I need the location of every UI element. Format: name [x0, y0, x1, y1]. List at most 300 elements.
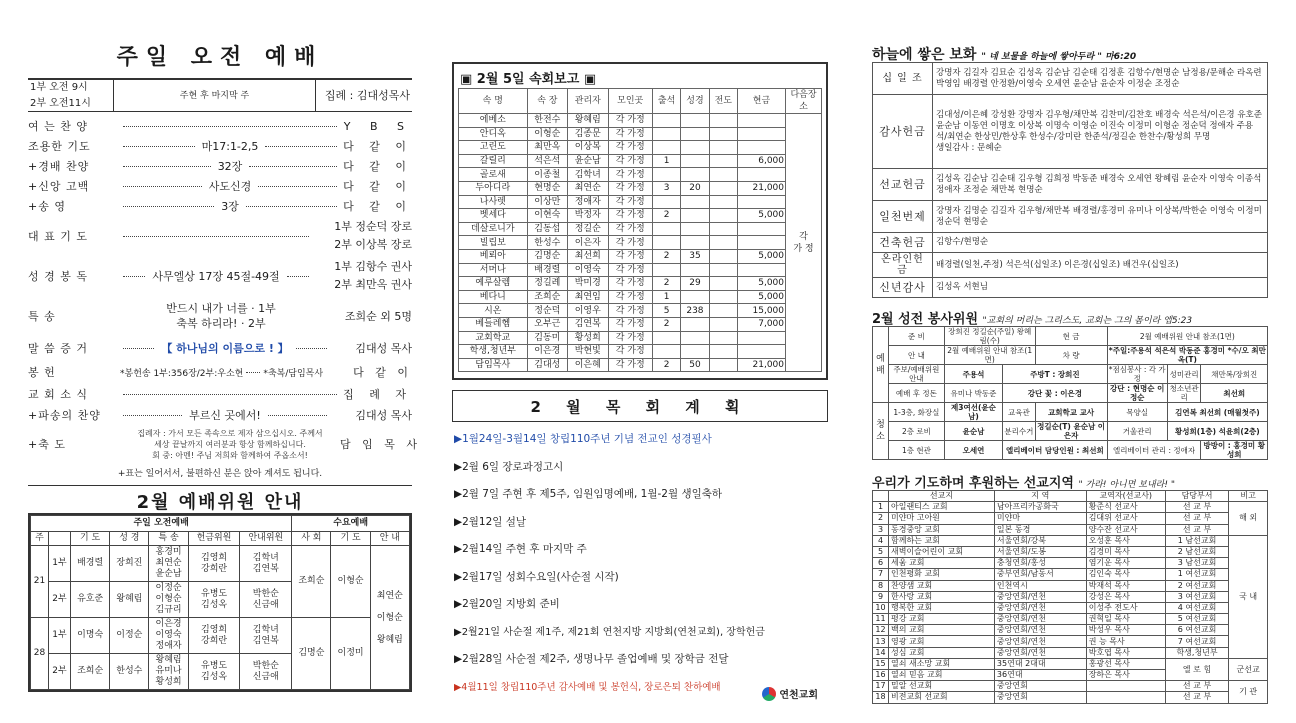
- table-cell: 김연복: [568, 317, 608, 331]
- table-cell: 정순덕: [527, 304, 567, 318]
- table-cell: 한전수: [527, 114, 567, 128]
- table-row: [873, 502, 1268, 513]
- table-cell: 한성수: [527, 236, 567, 250]
- table-cell: [709, 127, 737, 141]
- table-cell: 각 가정: [608, 249, 652, 263]
- table-cell: 백의 교회: [889, 625, 995, 636]
- table-cell: 각 가정: [608, 304, 652, 318]
- monthly-plan-list: [452, 426, 828, 701]
- table-cell: 1: [873, 502, 889, 513]
- table-cell: [709, 249, 737, 263]
- offering-row: 봉 헌 *봉헌송 1부:356장/2부:우소현 *축복/담임목사 다 같 이: [28, 366, 412, 379]
- table-cell: 갈릴리: [459, 154, 528, 168]
- table-row: 28 1부 이명숙 이정순 이은경 이영숙 정애자 김영희 강희란 김학녀 김연복 김명순 이정미: [31, 618, 410, 654]
- table-cell: 각 가정: [608, 154, 652, 168]
- table-row: 주보/예배위원 안내 주용석 주방T : 장희진 *점심봉사 : 각 가정 성미관리 채만복/장희진: [873, 365, 1268, 384]
- table-cell: 양수잔 선교사: [1086, 524, 1165, 535]
- table-cell: 20: [681, 181, 709, 195]
- table-cell: 238: [681, 304, 709, 318]
- table-row: [459, 114, 822, 128]
- table-cell: [681, 290, 709, 304]
- table-row: [459, 127, 822, 141]
- table-cell: 각 가정: [608, 263, 652, 277]
- table-cell: [709, 195, 737, 209]
- table-cell: 베다니: [459, 290, 528, 304]
- table-cell: 강성은 목사: [1086, 591, 1165, 602]
- table-cell: 1 여선교회: [1165, 569, 1228, 580]
- table-row: [873, 591, 1268, 602]
- table-cell: [681, 222, 709, 236]
- table-cell: [709, 154, 737, 168]
- table-row: [459, 331, 822, 345]
- table-cell: 나사렛: [459, 195, 528, 209]
- table-cell: 14: [873, 647, 889, 658]
- table-row: [459, 181, 822, 195]
- table-cell: 성심 교회: [889, 647, 995, 658]
- table-cell: 중앙연회/연천: [994, 647, 1086, 658]
- order-row: 조용한 기도 마17:1-2,5 다 같 이: [28, 140, 412, 153]
- table-cell: 함께하는 교회: [889, 535, 995, 546]
- table-cell: [681, 114, 709, 128]
- table-row: [873, 95, 1268, 169]
- table-cell: 각 가정: [608, 236, 652, 250]
- table-cell: 15: [873, 658, 889, 669]
- table-cell: 5 여선교회: [1165, 614, 1228, 625]
- table-row: [459, 222, 822, 236]
- offering-names: 강명자 김명순 김길자 김우형/채만복 배경렬/홍경미 유미나 이상복/박한순 이영숙 이정미 정순덕 현명순: [933, 201, 1268, 233]
- table-cell: 21,000: [737, 181, 785, 195]
- table-cell: 윤순남: [568, 154, 608, 168]
- volunteer-table: [872, 326, 1268, 460]
- table-cell: 학생,청년부: [459, 345, 528, 359]
- list-item: ▶2월12일 설날: [454, 515, 527, 528]
- table-cell: [652, 263, 680, 277]
- table-cell: 6,000: [737, 154, 785, 168]
- offering-names: 강명자 김길자 김묘순 김성옥 김순남 김순태 김정훈 김항수/현명순 남정용/문해순 라옥련 박영임 배경렬 안정환/이영숙 오세연 윤순남 윤순자 이정순 조정순: [933, 63, 1268, 95]
- table-cell: 각 가정: [608, 114, 652, 128]
- table-cell: 3: [652, 181, 680, 195]
- table-row: 2층 로비 윤순남 분리수거 정길순(T) 윤순남 이은자 거울관리 황성희(1층) 석윤희(2층): [873, 422, 1268, 441]
- table-cell: 평강 교회: [889, 614, 995, 625]
- table-cell: 이은혜: [568, 358, 608, 372]
- table-cell: 행복한 교회: [889, 602, 995, 613]
- table-cell: 각 가정: [608, 209, 652, 223]
- table-cell: 세움 교회: [889, 558, 995, 569]
- order-of-worship: [28, 116, 421, 462]
- table-cell: 선 교 부: [1165, 524, 1228, 535]
- benediction-row: +축 도 집례자 : 가서 모든 족속으로 제자 삼으십시오. 주께서 세상 끝날까지 여러분과 항상 함께하십니다. 회 중: 아멘! 주님 저희와 함께하여 주옵소서! 담 임 목 사: [28, 428, 421, 460]
- table-cell: 5,000: [737, 290, 785, 304]
- table-cell: [652, 114, 680, 128]
- table-cell: 이상복: [568, 141, 608, 155]
- table-cell: [737, 114, 785, 128]
- table-cell: [709, 168, 737, 182]
- table-cell: 각 가정: [608, 222, 652, 236]
- table-cell: 2: [873, 513, 889, 524]
- table-cell: 중앙연회: [994, 692, 1086, 703]
- table-cell: 각 가정: [608, 358, 652, 372]
- table-cell: 새벽이슬어린이 교회: [889, 546, 995, 557]
- table-cell: [709, 209, 737, 223]
- table-cell: 선 교 부: [1165, 502, 1228, 513]
- table-row: [873, 233, 1268, 253]
- table-cell: 2: [652, 277, 680, 291]
- table-row: [873, 647, 1268, 658]
- table-cell: 5,000: [737, 277, 785, 291]
- table-cell: [652, 168, 680, 182]
- table-cell: 골로새: [459, 168, 528, 182]
- table-cell: [1086, 692, 1165, 703]
- offering-names: 김항수/현명순: [933, 233, 1268, 253]
- mission-category: 군선교: [1229, 658, 1268, 680]
- table-row: [459, 249, 822, 263]
- table-cell: [709, 114, 737, 128]
- table-row: [459, 317, 822, 331]
- offering-type: 감사헌금: [873, 95, 933, 169]
- table-cell: 인천평화 교회: [889, 569, 995, 580]
- table-cell: 21,000: [737, 358, 785, 372]
- table-cell: 각 가정: [608, 277, 652, 291]
- sermon-series: 주현 후 마지막 주: [114, 80, 316, 111]
- table-cell: 4: [873, 535, 889, 546]
- list-item: ▶1월24일-3월14일 창립110주년 기념 전교인 성경필사: [454, 433, 712, 446]
- table-row: [459, 290, 822, 304]
- table-cell: 황준식 선교사: [1086, 502, 1165, 513]
- table-cell: 2 여선교회: [1165, 580, 1228, 591]
- table-cell: 권 능 목사: [1086, 636, 1165, 647]
- table-cell: 3 여선교회: [1165, 591, 1228, 602]
- table-cell: 중앙연회/연천: [994, 591, 1086, 602]
- table-cell: 각 가정: [608, 331, 652, 345]
- table-cell: 인천역시: [994, 580, 1086, 591]
- table-row: [459, 304, 822, 318]
- table-cell: 현명순: [527, 181, 567, 195]
- message-row: 말 씀 증 거 【 하나님의 이름으로 ! 】 김대성 목사: [28, 342, 412, 355]
- table-cell: 정길순: [568, 222, 608, 236]
- table-row: [873, 169, 1268, 201]
- table-cell: 홍광선 목사: [1086, 658, 1165, 669]
- table-cell: 16: [873, 670, 889, 681]
- table-cell: [709, 345, 737, 359]
- table-cell: 1 남선교회: [1165, 535, 1228, 546]
- next-place-cell: 각 가 정: [786, 114, 822, 372]
- volunteer-title: 2월 성전 봉사위원 "교회의 머리는 그리스도, 교회는 그의 몸이라 엡5:23: [872, 312, 1193, 327]
- table-cell: 조희순: [527, 290, 567, 304]
- table-row: [459, 263, 822, 277]
- table-cell: 8: [873, 580, 889, 591]
- cell-report-title: ▣ 2월 5일 속회보고 ▣: [460, 72, 597, 87]
- table-cell: 선 교 부: [1165, 681, 1228, 692]
- list-item: ▶4월11일 창립110주년 감사예배 및 봉헌식, 장로은퇴 찬하예배: [454, 681, 721, 693]
- table-cell: 11: [873, 614, 889, 625]
- table-cell: 박정자: [568, 209, 608, 223]
- offering-table: [872, 62, 1268, 298]
- table-cell: 정길례: [527, 277, 567, 291]
- table-cell: [681, 236, 709, 250]
- table-cell: 김동섭: [527, 222, 567, 236]
- worship-info-box: [28, 78, 412, 112]
- table-cell: 예루살렘: [459, 277, 528, 291]
- group-wednesday: 수요예배: [292, 516, 410, 532]
- worship-title: 주일 오전 예배: [116, 45, 324, 70]
- table-cell: 서머나: [459, 263, 528, 277]
- table-cell: 각 가정: [608, 181, 652, 195]
- mission-category: 해 외: [1229, 502, 1268, 536]
- table-cell: [737, 345, 785, 359]
- table-cell: 각 가정: [608, 127, 652, 141]
- table-cell: [681, 154, 709, 168]
- table-cell: [681, 317, 709, 331]
- church-logo-icon: [762, 687, 776, 701]
- table-row: [873, 580, 1268, 591]
- table-cell: [737, 236, 785, 250]
- reading-row: 성 경 봉 독 사무엘상 17장 45절-49절 1부 김항수 권사 2부 최만옥 권사: [28, 260, 412, 291]
- table-cell: 2: [652, 249, 680, 263]
- table-cell: 35연대 2대대: [994, 658, 1086, 669]
- table-cell: 12: [873, 625, 889, 636]
- table-cell: 고린도: [459, 141, 528, 155]
- offering-names: 배경렬(일천,주정) 석은석(십일조) 이은경(십일조) 배건우(십일조): [933, 253, 1268, 278]
- table-cell: 이영우: [568, 304, 608, 318]
- table-row: 2부 유호준 왕혜림 이정순 이형순 김규리 유병도 김성옥 박한순 신금애: [31, 582, 410, 618]
- table-row: 21 1부 배경렬 장희진 홍경미 최연순 윤순남 김영희 강희란 김학녀 김연복 조희순 이형순 최연순 이형순 왕혜림: [31, 546, 410, 582]
- table-cell: 각 가정: [608, 345, 652, 359]
- table-cell: 9: [873, 591, 889, 602]
- table-cell: 데살로니가: [459, 222, 528, 236]
- table-row: [873, 569, 1268, 580]
- table-cell: [652, 222, 680, 236]
- table-cell: 베뢰아: [459, 249, 528, 263]
- table-cell: 석은석: [527, 154, 567, 168]
- table-cell: 2: [652, 317, 680, 331]
- treasure-title: 하늘에 쌓은 보화 " 네 보물을 하늘에 쌓아두라 " 마6:20: [872, 47, 1137, 63]
- table-cell: 비전교회 선교회: [889, 692, 995, 703]
- table-cell: [681, 168, 709, 182]
- table-cell: 박현빛: [568, 345, 608, 359]
- service-staff-title: 2월 예배위원 안내: [28, 485, 412, 511]
- table-cell: 이성주 전도사: [1086, 602, 1165, 613]
- table-cell: 35: [681, 249, 709, 263]
- prayer-row: 대 표 기 도 1부 정순덕 장로 2부 이상복 장로: [28, 220, 412, 251]
- table-cell: 1: [652, 290, 680, 304]
- table-cell: 김학녀: [568, 168, 608, 182]
- mission-category: 국 내: [1229, 535, 1268, 658]
- table-cell: 5,000: [737, 209, 785, 223]
- table-cell: 베들레헴: [459, 317, 528, 331]
- table-cell: 6: [873, 558, 889, 569]
- service-staff-table-frame: [28, 513, 412, 692]
- table-row: [459, 168, 822, 182]
- list-item: ▶2월20일 지방회 준비: [454, 598, 560, 611]
- table-cell: 최선희: [568, 249, 608, 263]
- table-cell: [652, 195, 680, 209]
- offering-type: 건축헌금: [873, 233, 933, 253]
- table-cell: [652, 345, 680, 359]
- table-row: [459, 236, 822, 250]
- table-cell: 5,000: [737, 249, 785, 263]
- table-cell: 13: [873, 636, 889, 647]
- table-row: [873, 692, 1268, 703]
- table-row: [873, 524, 1268, 535]
- standing-footnote: +표는 일어서서, 불편하신 분은 앉아 계셔도 됩니다.: [117, 469, 323, 479]
- worship-times: 1부 오전 9시 2부 오전11시: [28, 80, 114, 111]
- table-cell: 김명순: [527, 249, 567, 263]
- table-row: [459, 209, 822, 223]
- worship-leader: 집례 : 김대성목사: [324, 89, 410, 102]
- table-cell: 2: [652, 209, 680, 223]
- table-cell: 3: [873, 524, 889, 535]
- table-cell: 빌립보: [459, 236, 528, 250]
- table-cell: 장하은 목사: [1086, 670, 1165, 681]
- table-row: [873, 201, 1268, 233]
- table-cell: [681, 209, 709, 223]
- table-cell: 왕혜림: [568, 114, 608, 128]
- table-row: [873, 278, 1268, 298]
- table-row: [873, 625, 1268, 636]
- table-cell: 각 가정: [608, 195, 652, 209]
- table-cell: 학생,청년부: [1165, 647, 1228, 658]
- table-cell: 교회학교: [459, 331, 528, 345]
- table-row: [873, 658, 1268, 669]
- table-cell: [652, 127, 680, 141]
- table-row: [873, 558, 1268, 569]
- table-cell: [709, 331, 737, 345]
- offering-type: 선교헌금: [873, 169, 933, 201]
- table-cell: 17: [873, 681, 889, 692]
- table-cell: 박호엽 목사: [1086, 647, 1165, 658]
- table-row: [873, 681, 1268, 692]
- table-cell: 오성훈 목사: [1086, 535, 1165, 546]
- table-cell: 5: [652, 304, 680, 318]
- table-cell: 밀알 선교회: [889, 681, 995, 692]
- table-cell: 이영숙: [568, 263, 608, 277]
- table-cell: 김동미: [527, 331, 567, 345]
- table-cell: 이은자: [568, 236, 608, 250]
- table-cell: [737, 331, 785, 345]
- offering-type: 신년감사: [873, 278, 933, 298]
- table-cell: [681, 195, 709, 209]
- table-cell: 6 여선교회: [1165, 625, 1228, 636]
- table-cell: 동경중앙 교회: [889, 524, 995, 535]
- table-cell: [737, 263, 785, 277]
- list-item: ▶2월21일 사순절 제1주, 제21회 연천지방 지방회(연천교회), 장학헌금: [454, 626, 765, 638]
- table-cell: 시온: [459, 304, 528, 318]
- sendoff-row: +파송의 찬양 부르신 곳에서! 김대성 목사: [28, 409, 412, 422]
- table-row: [459, 358, 822, 372]
- table-cell: [709, 222, 737, 236]
- table-cell: 한사랑 교회: [889, 591, 995, 602]
- table-cell: 중앙연회/연천: [994, 625, 1086, 636]
- table-row: [873, 253, 1268, 278]
- table-cell: 김대위 선교사: [1086, 513, 1165, 524]
- table-row: 1층 현관 오세연 엘리베이터 담당인원 : 최선희 엘리베이터 관리 : 정애자 방방이 : 홍경미 황성희: [873, 441, 1268, 460]
- service-staff-table: 주일 오전예배 수요예배 주 기 도 성 경 특 송 헌금위원 안내위원 사 회 기 도 안 내 21 1부 배경렬 장희진 홍경미 최연순 윤순남 김영희 강희란 김학녀 김연복 조희순 이형순 최연순 이형순 왕혜림 2부 유호준 왕혜림 이정순 이형순 김규리 유병도 김성옥 박한순 신금애 28 1부 이명숙 이정순 이은경 이영숙 정애자 김영희 강희란 김학녀 김연복 김명순 이정미 2부 조희순 한성수 왕혜림 유미나 황성희 유병도 김성옥 박한순 신금애: [30, 515, 410, 690]
- table-cell: 각 가정: [608, 168, 652, 182]
- table-row: [873, 614, 1268, 625]
- table-cell: 7 여선교회: [1165, 636, 1228, 647]
- table-cell: [737, 168, 785, 182]
- table-cell: 중부연회/남동서: [994, 569, 1086, 580]
- report-column: [452, 0, 828, 723]
- missions-title: 우리가 기도하며 후원하는 선교지역 " 가라! 아니면 보내라! ": [872, 476, 1175, 491]
- table-cell: [709, 304, 737, 318]
- table-cell: 18: [873, 692, 889, 703]
- table-cell: 이은경: [527, 345, 567, 359]
- table-row: [459, 195, 822, 209]
- table-cell: [681, 141, 709, 155]
- table-cell: [709, 181, 737, 195]
- table-cell: 김종문: [568, 127, 608, 141]
- table-cell: 50: [681, 358, 709, 372]
- offering-type: 십 일 조: [873, 63, 933, 95]
- table-cell: 충청연회/홍성: [994, 558, 1086, 569]
- table-cell: 담임목사: [459, 358, 528, 372]
- table-cell: 최연임: [568, 290, 608, 304]
- table-cell: 최연순: [568, 181, 608, 195]
- table-cell: 김인숙 목사: [1086, 569, 1165, 580]
- table-cell: [709, 358, 737, 372]
- table-cell: [652, 236, 680, 250]
- list-item: ▶2월 6일 장로과정고시: [454, 460, 564, 473]
- table-cell: 7,000: [737, 317, 785, 331]
- table-cell: 영광 교회: [889, 636, 995, 647]
- offering-type: 일천번제: [873, 201, 933, 233]
- table-row: [459, 277, 822, 291]
- table-cell: 박성우 목사: [1086, 625, 1165, 636]
- table-cell: 박재석 목사: [1086, 580, 1165, 591]
- offering-names: 김성옥 김순남 김순태 김우형 김희정 박동준 배경숙 오세연 왕혜림 윤순자 이영숙 이종석 정애자 조정순 채만복 현명순: [933, 169, 1268, 201]
- table-cell: 일본 동경: [994, 524, 1086, 535]
- table-cell: 안디옥: [459, 127, 528, 141]
- table-row: 2부 조희순 한성수 왕혜림 유미나 황성희 유병도 김성옥 박한순 신금애: [31, 654, 410, 690]
- monthly-plan-title: 2 월 목 회 계 획: [452, 390, 828, 422]
- order-row: +신앙 고백 사도신경 다 같 이: [28, 180, 412, 193]
- table-row: [873, 63, 1268, 95]
- table-row: [873, 636, 1268, 647]
- table-cell: 중앙연회: [994, 681, 1086, 692]
- table-cell: [737, 222, 785, 236]
- table-row: 예배 후 정돈 유미나 박동준 강단 꽃 : 이은경 강단 : 현명순 이정순 청소년관리 최선희: [873, 384, 1268, 403]
- table-cell: 2 남선교회: [1165, 546, 1228, 557]
- cell-report-table: 속 명 속 장 관리자 모인곳 출석 성경 전도 현금 다음장소 에베소 한전수 왕혜림 각 가정 각 가 정 안디옥 이형순 김종문 각 가정 고린도 최만옥 이상복 각 가정 갈릴리 석은석 윤순남 각 가정 1 6,000 골로새 이종철 김학녀 각 가정 두아디라 현명순 최연순 각 가정 3 20 21,000 나사렛 이상만 정애자 각 가정 벳세다 이현숙 박정자 각 가정 2 5,000 데살로니가 김동섭 정길순 각 가정 빌립보 한성수 이은자 각 가정 베뢰아 김명순 최선희 각 가정 2 35 5,000 서머나 배경렬 이영숙 각 가정 예루살렘 정길례 박미경 각 가정 2 29 5,000 베다니 조희순 최연임 각 가정 1 5,000 시온 정순덕 이영우 각 가정 5 238 15,000 베들레헴 오부근 김연복 각 가정 2 7,000 교회학교 김동미 황성희 각 가정 학생,청년부 이은경 박현빛 각 가정 담임목사 김대성 이은혜 각 가정 2 50 21,000: [458, 88, 822, 372]
- table-cell: 에베소: [459, 114, 528, 128]
- table-cell: 이현숙: [527, 209, 567, 223]
- table-cell: 서울연회/강북: [994, 535, 1086, 546]
- table-cell: 1: [652, 154, 680, 168]
- table-cell: [709, 277, 737, 291]
- table-row: 예 배 준 비 장희진 정길순(주일) 왕혜림(수) 현 금 2월 예배위원 안내 참조(1면): [873, 327, 1268, 346]
- table-cell: [1086, 681, 1165, 692]
- table-cell: [737, 195, 785, 209]
- table-cell: 서울연회/도봉: [994, 546, 1086, 557]
- special-song-row: 특 송 반드시 내가 너를 · 1부 축복 하리라! · 2부 조희순 외 5명: [28, 302, 412, 330]
- list-item: ▶2월17일 성회수요일(사순절 시작): [454, 570, 619, 583]
- cell-report-frame: [452, 62, 828, 380]
- table-cell: 7: [873, 569, 889, 580]
- offering-names: 김대성/이은혜 강성환 강명자 김우형/채만복 김찬미/김찬호 배경숙 석은석/이은경 유호준 윤순남 이동연 이명호 이상복 이명숙 이영순 이진숙 이정미 이형순 정순덕 정애자 주용석/최연순 한상민/한상후 한성수/강미란 한준석/정길순 한찬수/황성희 무명 생일감사 : 문혜순: [933, 95, 1268, 169]
- table-cell: 찬양샘 교회: [889, 580, 995, 591]
- table-cell: 중앙연회/연천: [994, 614, 1086, 625]
- table-cell: 중앙연회/연천: [994, 602, 1086, 613]
- table-cell: 아일랜티스 교회: [889, 502, 995, 513]
- table-cell: 선 교 부: [1165, 692, 1228, 703]
- table-cell: 열쇠 믿음 교회: [889, 670, 995, 681]
- table-cell: [681, 331, 709, 345]
- table-row: 안 내 2월 예배위원 안내 참조(1면) 차 량 *주일:주용석 석은석 박동준 홍경미 *수/오 최만옥(T): [873, 346, 1268, 365]
- missions-table: 선교지 지 역 교역자(선교사) 담당부서 비고 1 아일랜티스 교회 남아프리카공화국 황준식 선교사 선 교 부 해 외 2 미얀마 고아원 미얀마 김대위 선교사 선 교 부 3 동경중앙 교회 일본 동경 양수잔 선교사 선 교 부 4 함께하는 교회 서울연회/강북 오성훈 목사 1 남선교회 국 내 5 새벽이슬어린이 교회 서울연회/도봉 김경미 목사 2 남선교회 6 세움 교회 충청연회/홍성 염기운 목사 3 남선교회 7 인천평화 교회 중부연회/남동서 김인숙 목사 1 여선교회 8 찬양샘 교회 인천역시 박재석 목사 2 여선교회 9 한사랑 교회 중앙연회/연천 강성은 목사 3 여선교회 10 행복한 교회 중앙연회/연천 이성주 전도사 4 여선교회 11 평강 교회 중앙연회/연천 권혁일 목사 5 여선교회 12 백의 교회 중앙연회/연천 박성우 목사 6 여선교회 13 영광 교회 중앙연회/연천 권 능 목사 7 여선교회 14 성심 교회 중앙연회/연천 박호엽 목사 학생,청년부 15 열쇠 새소망 교회 35연대 2대대 홍광선 목사 엘 로 힘 군선교 16 열쇠 믿음 교회 36연대 장하은 목사 17 밀알 선교회 중앙연회 선 교 부 기 관 18 비전교회 선교회 중앙연회 선 교 부: [872, 490, 1268, 704]
- table-cell: 각 가정: [608, 290, 652, 304]
- table-cell: 최만옥: [527, 141, 567, 155]
